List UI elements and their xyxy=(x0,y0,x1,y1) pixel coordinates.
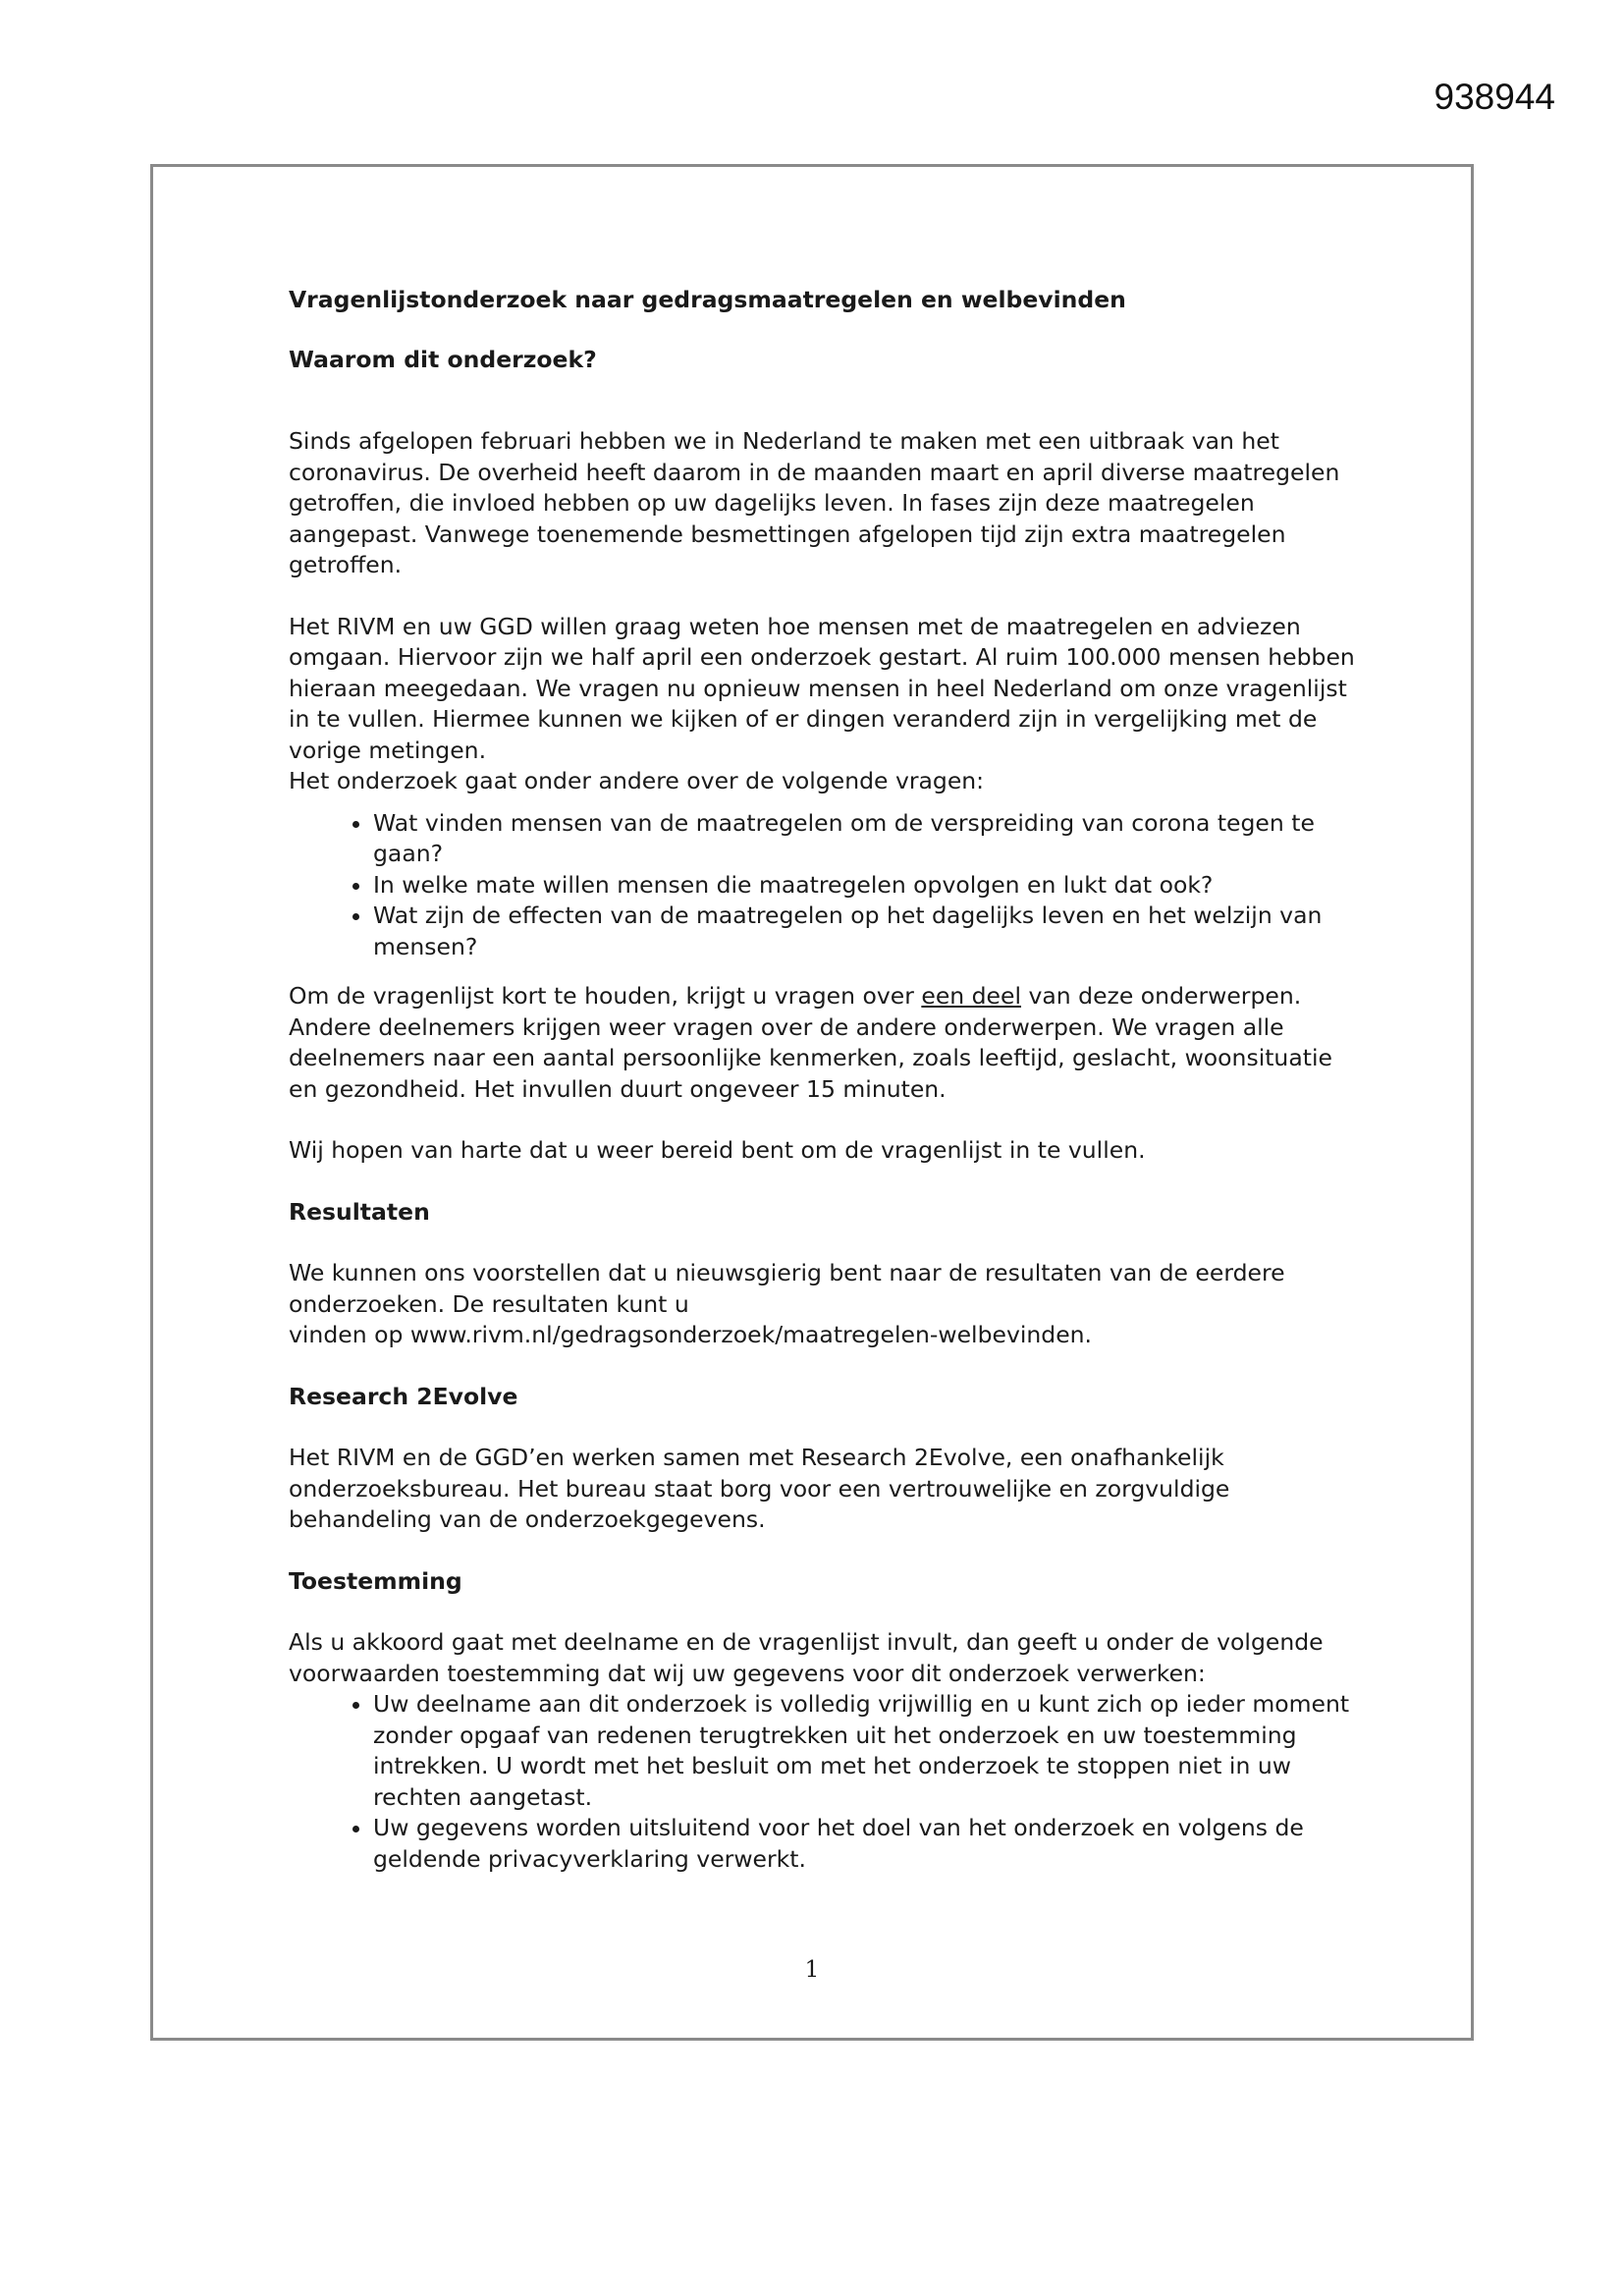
results-url-text: vinden op www.rivm.nl/gedragsonderzoek/maatregelen-welbevinden. xyxy=(289,1321,1093,1348)
list-item: • Wat vinden mensen van de maatregelen om de verspreiding van corona tegen te gaan? xyxy=(373,808,1359,870)
paragraph-research-2evolve: Het RIVM en de GGD’en werken samen met Research 2Evolve, een onafhankelijk onderzoeksbureau. Het bureau staat borg voor een vertrouwelijke en zorgvuldige behandeling van de onderzoekgegevens. xyxy=(289,1444,1230,1533)
heading-waarom: Waarom dit onderzoek? xyxy=(289,345,597,373)
emphasis-een-deel: een deel xyxy=(921,982,1022,1010)
paragraph-resultaten xyxy=(289,1258,1359,1351)
page-frame xyxy=(150,164,1474,2041)
paragraph-questions-intro: Het onderzoek gaat onder andere over de volgende vragen: xyxy=(289,767,985,794)
heading-toestemming: Toestemming xyxy=(289,1566,462,1595)
paragraph-topics-text: Om de vragenlijst kort te houden, krijgt u vragen over xyxy=(289,982,922,1010)
list-item: • Wat zijn de effecten van de maatregelen op het dagelijks leven en het welzijn van mensen? xyxy=(373,901,1359,962)
list-item: • Uw deelname aan dit onderzoek is volledig vrijwillig en u kunt zich op ieder moment zonder opgaaf van redenen terugtrekken uit het onderzoek en uw toestemming intrekken. U wordt met het besluit om met het onderzoek te stoppen niet in uw rechten aangetast. xyxy=(373,1689,1359,1813)
heading-research-2evolve: Research 2Evolve xyxy=(289,1382,518,1410)
page-number: 1 xyxy=(804,1957,820,1983)
document-title: Vragenlijstonderzoek naar gedragsmaatregelen en welbevinden xyxy=(289,286,1126,313)
paragraph-hope: Wij hopen van harte dat u weer bereid bent om de vragenlijst in te vullen. xyxy=(289,1136,1146,1164)
paragraph-rivm-ggd: Het RIVM en uw GGD willen graag weten hoe mensen met de maatregelen en adviezen omgaan. Hiervoor zijn we half april een onderzoek gestart. Al ruim 100.000 mensen hebben hieraan meegedaan. We vragen nu opnieuw mensen in heel Nederland om onze vragenlijst in te vullen. Hiermee kunnen we kijken of er dingen veranderd zijn in vergelijking met de vorige metingen. xyxy=(289,612,1355,764)
paragraph-intro: Sinds afgelopen februari hebben we in Nederland te maken met een uitbraak van het coronavirus. De overheid heeft daarom in de maanden maart en april diverse maatregelen getroffen, die invloed hebben op uw dagelijks leven. In fases zijn deze maatregelen aangepast. Vanwege toenemende besmettingen afgelopen tijd zijn extra maatregelen getroffen. xyxy=(289,427,1340,578)
list-item: • Uw gegevens worden uitsluitend voor het doel van het onderzoek en volgens de geldende privacyverklaring verwerkt. xyxy=(373,1813,1359,1875)
consent-conditions-list xyxy=(289,1689,1359,1875)
page-content xyxy=(289,285,1359,1875)
document-id: 938944 xyxy=(1434,77,1555,117)
paragraph-topics-text: van deze onderwerpen. Andere deelnemers krijgen weer vragen over de andere onderwerpen. We vragen alle deelnemers naar een aantal persoonlijke kenmerken, zoals leeftijd, geslacht, woonsituatie en gezondheid. Het invullen duurt ongeveer 15 minuten. xyxy=(289,982,1332,1103)
list-item: • In welke mate willen mensen die maatregelen opvolgen en lukt dat ook? xyxy=(373,870,1359,902)
questions-list xyxy=(289,808,1359,963)
paragraph-toestemming: Als u akkoord gaat met deelname en de vragenlijst invult, dan geeft u onder de volgende voorwaarden toestemming dat wij uw gegevens voor dit onderzoek verwerken: xyxy=(289,1628,1324,1687)
paragraph-resultaten-text: We kunnen ons voorstellen dat u nieuwsgierig bent naar de resultaten van de eerdere onderzoeken. De resultaten kunt u xyxy=(289,1259,1285,1318)
heading-resultaten: Resultaten xyxy=(289,1197,430,1226)
paragraph-topics xyxy=(289,981,1359,1105)
